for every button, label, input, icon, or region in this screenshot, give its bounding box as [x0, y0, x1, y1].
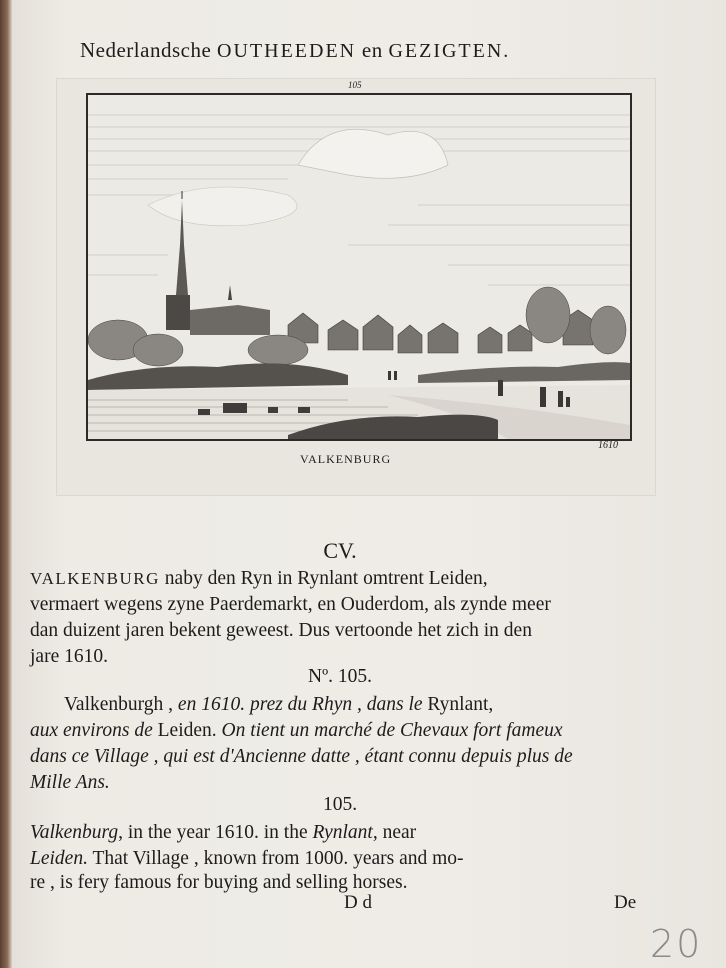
english-leiden: Leiden. [30, 848, 88, 869]
french-line-1-italic: en 1610. prez du Rhyn , dans le [177, 694, 423, 715]
english-line-2-text: That Village , known from 1000. years and mo- [92, 848, 464, 869]
pencil-annotation: 20 [650, 922, 703, 966]
header-mid: en [361, 38, 383, 62]
plate-number: 105 [348, 80, 362, 90]
french-line-1 [64, 692, 654, 718]
english-near: , near [372, 822, 417, 843]
header-lead: Nederlandsche [80, 38, 212, 62]
engraving-illustration [86, 93, 632, 441]
dutch-line-3: dan duizent jaren bekent geweest. Dus vertoonde het zich in den [30, 620, 532, 641]
plate-caption: VALKENBURG [300, 452, 392, 466]
paper-edge [0, 0, 12, 968]
section-roman-numeral: CV. [323, 538, 357, 563]
english-place-name: Valkenburg [30, 822, 119, 843]
french-line-2-italic-b: On tient un marché de Chevaux fort fameux [221, 720, 563, 741]
header-caps: OUTHEEDEN [217, 40, 357, 62]
dutch-line-2: vermaert wegens zyne Paerdemarkt, en Ouderdom, als zynde meer [30, 594, 551, 615]
dutch-line-1-text: naby den Ryn in Rynlant omtrent Leiden, [164, 568, 488, 589]
french-leiden: Leiden. [157, 720, 217, 741]
engraving-landscape [88, 95, 630, 439]
dutch-line-1 [30, 566, 650, 592]
catchword: De [614, 892, 637, 913]
english-line-2 [30, 846, 650, 872]
english-rynlant: Rynlant [312, 822, 373, 843]
english-line-1 [30, 820, 650, 846]
signature-mark: D d [344, 892, 372, 913]
dutch-place-name: VALKENBURG [30, 569, 160, 588]
plate-year: 1610 [598, 440, 618, 451]
english-line-3: re , is fery famous for buying and selling horses. [30, 872, 408, 893]
french-heading: Nº. 105. [307, 666, 372, 687]
page-header [80, 38, 640, 63]
english-heading: 105. [322, 794, 358, 815]
dutch-line-4: jare 1610. [30, 646, 108, 667]
header-end: GEZIGTEN. [388, 40, 511, 62]
french-line-4: Mille Ans. [30, 772, 110, 793]
french-line-2 [30, 718, 650, 744]
french-line-2-italic-a: aux environs de [30, 720, 153, 741]
french-rynlant: Rynlant, [427, 694, 494, 715]
french-place-name: Valkenburgh , [64, 694, 174, 715]
english-line-1-text: , in the year 1610. in the [118, 822, 308, 843]
french-line-3: dans ce Village , qui est d'Ancienne datte , étant connu depuis plus de [30, 746, 573, 767]
